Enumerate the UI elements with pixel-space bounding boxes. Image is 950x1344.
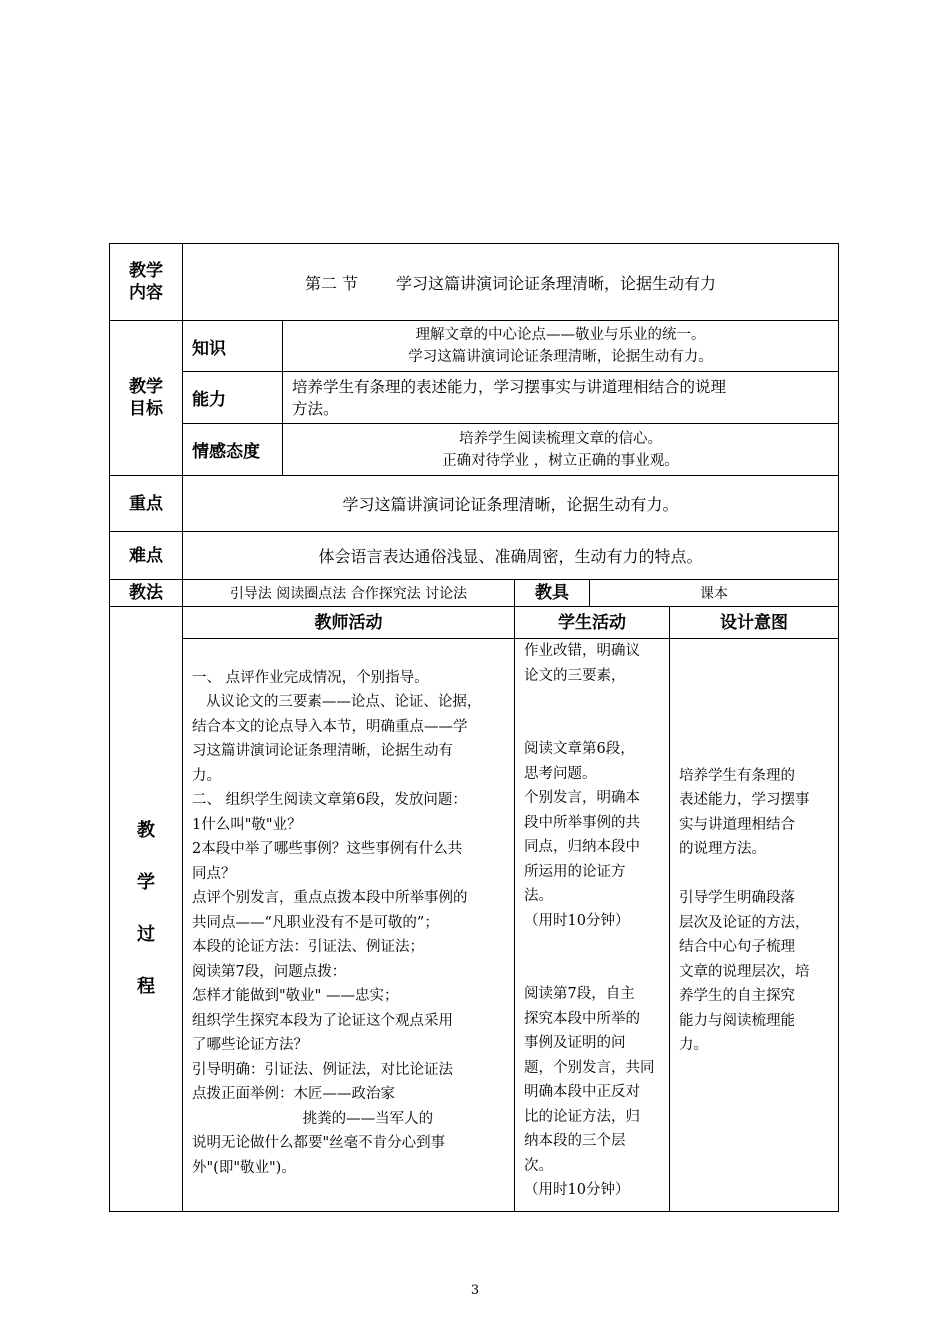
text-line <box>679 641 838 666</box>
text-line: 结合中心句子梳理 <box>679 939 795 955</box>
text-line <box>679 739 838 764</box>
text-line: 引导明确：引证法、例证法，对比论证法 <box>192 1061 453 1078</box>
key-point-row <box>110 476 839 532</box>
key-point-label: 重点 <box>110 476 183 532</box>
text-line: 表述能力，学习摆事 <box>679 792 810 808</box>
section-title: 学习这篇讲演词论证条理清晰，论据生动有力 <box>396 273 717 293</box>
teacher-activity-cell <box>183 639 515 1212</box>
text-line: 外"(即"敬业")。 <box>192 1159 296 1176</box>
text-line: 结合本文的论点导入本节，明确重点——学 <box>192 718 468 735</box>
text-line: 层次及论证的方法， <box>679 914 810 931</box>
text-line: 本段的论证方法：引证法、例证法； <box>192 939 424 955</box>
text-line <box>679 715 838 740</box>
student-activity-header: 学生活动 <box>515 607 670 639</box>
methods-text: 引导法 阅读圈点法 合作探究法 讨论法 <box>183 580 515 607</box>
text-line: 所运用的论证方 <box>524 863 626 880</box>
text-line <box>524 713 669 738</box>
objective-emotion-row <box>110 424 839 476</box>
text-line <box>524 958 669 983</box>
objective-ability-row <box>110 372 839 424</box>
text-line <box>679 666 838 691</box>
text-line: 阅读文章第6段， <box>524 741 635 757</box>
content-row <box>110 244 839 321</box>
text-line: 1什么叫"敬"业？ <box>192 816 302 833</box>
text-line: 思考问题。 <box>524 765 597 782</box>
text-line: 明确本段中正反对 <box>524 1084 640 1100</box>
text-line: 引导学生明确段落 <box>679 890 795 906</box>
text-line: 论文的三要素， <box>524 667 626 684</box>
text-line: 习这篇讲演词论证条理清晰，论据生动有 <box>192 743 453 759</box>
text-line: 阅读第7段，自主 <box>524 986 635 1002</box>
text-line: 养学生的自主探究 <box>679 988 795 1004</box>
objectives-label: 教学 目标 <box>110 321 183 476</box>
text-line: 了哪些论证方法？ <box>192 1037 308 1053</box>
text-line: 法。 <box>524 888 553 904</box>
difficulty-label: 难点 <box>110 532 183 580</box>
content-label: 教学 内容 <box>110 244 183 321</box>
text-line: 力。 <box>679 1037 708 1053</box>
emotion-text: 培养学生阅读梳理文章的信心。 正确对待学业 ，树立正确的事业观。 <box>283 424 839 476</box>
teacher-activity-header: 教师活动 <box>183 607 515 639</box>
text-line: 二、 组织学生阅读文章第6段，发放问题： <box>192 792 467 808</box>
lesson-plan-table <box>109 243 839 1212</box>
text-line: 作业改错，明确议 <box>524 643 640 659</box>
text-line <box>679 862 838 887</box>
text-line: 力。 <box>192 767 221 784</box>
objective-knowledge-row <box>110 321 839 372</box>
student-activity-text <box>524 639 669 1203</box>
text-line: 次。 <box>524 1157 553 1174</box>
text-line: 纳本段的三个层 <box>524 1133 626 1149</box>
design-intent-header: 设计意图 <box>670 607 839 639</box>
text-line <box>524 688 669 713</box>
page-number: 3 <box>470 1283 480 1298</box>
key-point-text: 学习这篇讲演词论证条理清晰，论据生动有力。 <box>183 476 839 532</box>
text-line: （用时10分钟） <box>524 912 630 929</box>
difficulty-text: 体会语言表达通俗浅显、准确周密，生动有力的特点。 <box>183 532 839 580</box>
process-header-row <box>110 607 839 639</box>
text-line: 能力与阅读梳理能 <box>679 1012 795 1029</box>
text-line: 文章的说理层次，培 <box>679 963 810 980</box>
text-line: 挑粪的——当军人的 <box>192 1110 434 1127</box>
section-label: 第二 节 <box>304 273 359 293</box>
text-line: 同点，归纳本段中 <box>524 839 640 855</box>
difficulty-row <box>110 532 839 580</box>
tools-text: 课本 <box>590 580 839 607</box>
knowledge-text: 理解文章的中心论点——敬业与乐业的统一。 学习这篇讲演词论证条理清晰，论据生动有力。 <box>283 321 839 372</box>
text-line <box>679 690 838 715</box>
text-line: 个别发言，明确本 <box>524 790 640 806</box>
text-line: 比的论证方法，归 <box>524 1108 640 1125</box>
text-line: 怎样才能做到"敬业" ——忠实； <box>192 988 399 1004</box>
content-title <box>183 244 839 321</box>
ability-text: 培养学生有条理的表述能力，学习摆事实与讲道理相结合的说理 方法。 <box>283 372 839 424</box>
emotion-label: 情感态度 <box>183 424 283 476</box>
text-line: （用时10分钟） <box>524 1182 630 1198</box>
text-line: 点拨正面举例：木匠——政治家 <box>192 1086 395 1102</box>
ability-label: 能力 <box>183 372 283 424</box>
text-line: 同点？ <box>192 865 236 882</box>
text-line: 的说理方法。 <box>679 841 766 857</box>
process-body-row <box>110 639 839 1212</box>
methods-label: 教法 <box>110 580 183 607</box>
text-line: 一、 点评作业完成情况，个别指导。 <box>192 669 429 686</box>
text-line: 阅读第7段，问题点拨： <box>192 963 347 980</box>
process-label: 教 学 过 程 <box>110 607 183 1212</box>
text-line: 实与讲道理相结合 <box>679 816 795 833</box>
text-line: 2本段中举了哪些事例？这些事例有什么共 <box>192 841 463 857</box>
text-line: 题，个别发言，共同 <box>524 1059 655 1076</box>
tools-label: 教具 <box>515 580 590 607</box>
text-line: 说明无论做什么都要"丝毫不肯分心到事 <box>192 1135 446 1151</box>
design-intent-text <box>679 641 838 1058</box>
text-line <box>192 641 514 666</box>
text-line: 组织学生探究本段为了论证这个观点采用 <box>192 1012 453 1029</box>
text-line: 共同点——“凡职业没有不是可敬的”； <box>192 914 439 931</box>
student-activity-cell <box>515 639 670 1212</box>
text-line: 事例及证明的问 <box>524 1035 626 1051</box>
text-line: 探究本段中所举的 <box>524 1010 640 1027</box>
text-line: 点评个别发言，重点点拨本段中所举事例的 <box>192 890 468 906</box>
text-line <box>524 933 669 958</box>
methods-row <box>110 580 839 607</box>
text-line: 段中所举事例的共 <box>524 814 640 831</box>
teacher-activity-text <box>192 641 514 1180</box>
design-intent-cell <box>670 639 839 1212</box>
text-line: 培养学生有条理的 <box>679 767 795 784</box>
text-line: 从议论文的三要素——论点、论证、论据， <box>192 694 482 710</box>
knowledge-label: 知识 <box>183 321 283 372</box>
